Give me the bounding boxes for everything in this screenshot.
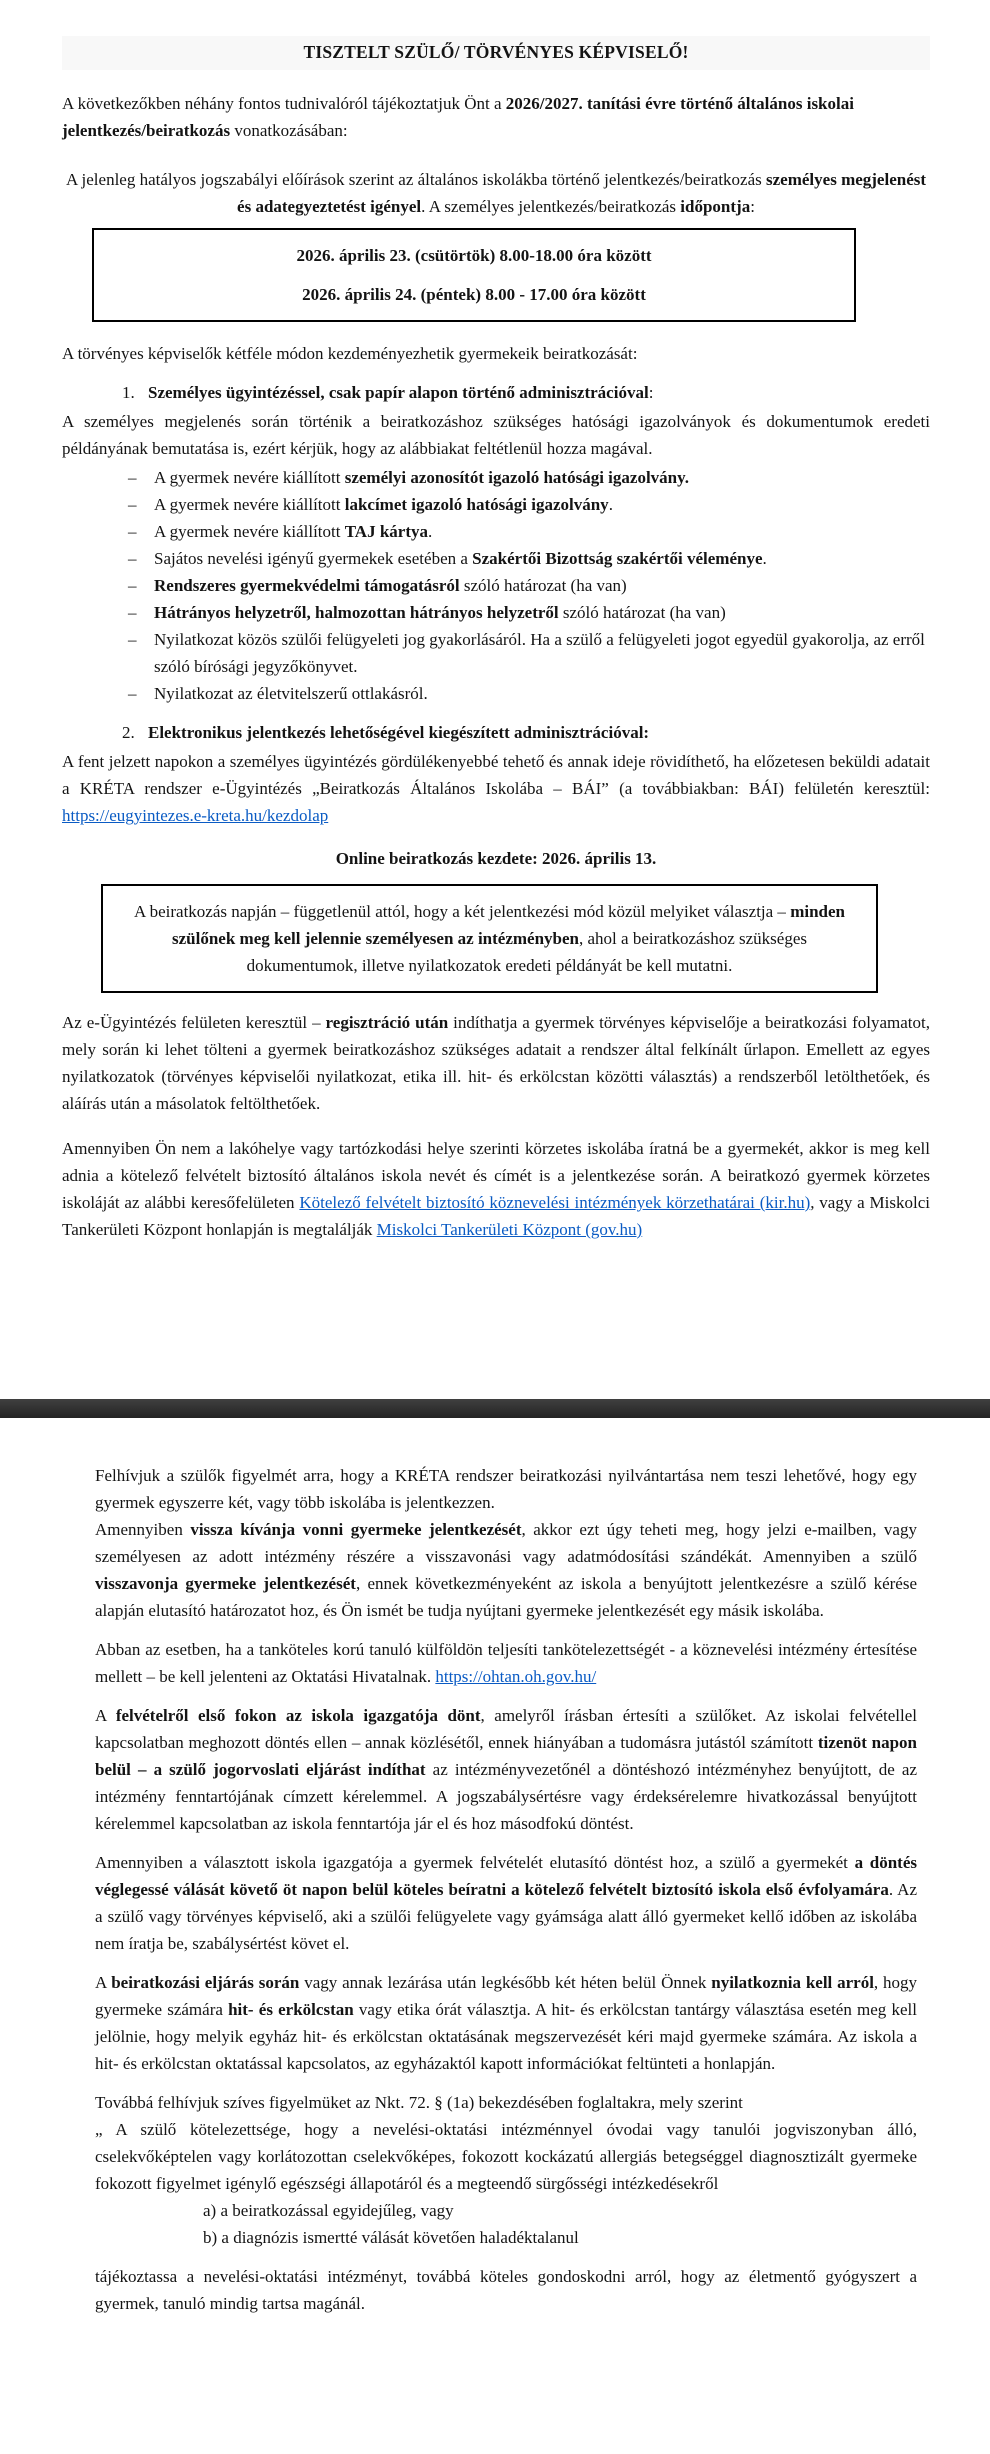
list-item-text — [154, 576, 627, 595]
page-separator — [0, 1399, 990, 1418]
dash-marker: – — [128, 630, 137, 649]
schedule-date-2 — [110, 281, 838, 308]
text-run: Amennyiben a választott iskola igazgatója a gyermek felvételét elutasító döntést hoz, a szülő a gyermekét — [95, 1853, 855, 1872]
list-item-text — [154, 468, 689, 487]
text-run: tájékoztassa a nevelési-oktatási intézményt, továbbá köteles gondoskodni arról, hogy az életmentő gyógyszert a gyermek, tanuló mindig tartsa magánál. — [95, 2267, 917, 2313]
hyperlink[interactable]: Kötelező felvételt biztosító köznevelési intézmények körzethatárai (kir.hu) — [299, 1193, 811, 1212]
text-run: személyes megjelenést és adategyeztetést igényel — [237, 170, 927, 216]
text-run: : — [750, 197, 755, 216]
text-run: , vagy a Miskolci Tankerületi Központ honlapján is megtalálják — [62, 1193, 930, 1239]
dash-marker: – — [128, 495, 137, 514]
text-run: 2026. április 23. (csütörtök) 8.00-18.00 óra között — [296, 246, 652, 265]
paragraph-eugyintezes — [62, 1009, 930, 1117]
text-run: A következőkben néhány fontos tudnivalóról tájékoztatjuk Önt a — [62, 94, 506, 113]
list-number: 1. — [122, 383, 135, 402]
list-item-text — [154, 630, 925, 676]
list-item — [62, 464, 930, 491]
text-run: A gyermek nevére kiállított — [154, 468, 345, 487]
paragraph-withdraw — [95, 1516, 917, 1624]
text-run: . A személyes jelentkezés/beiratkozás — [421, 197, 681, 216]
hyperlink[interactable]: Miskolci Tankerületi Központ (gov.hu) — [376, 1220, 643, 1239]
schedule-box — [92, 228, 856, 322]
text-run: az intézményvezetőnél a döntéshozó intézményhez benyújtott, de az intézmény fenntartójának címzett kérelemmel. A jogszabálysértésre vagy érdeksérelemre hivatkozással benyújtott kérelemmel kapcsolatban az iskola fenntartója jár el és hoz másodfokú döntést. — [95, 1760, 917, 1833]
text-run: . — [608, 495, 613, 514]
dash-marker: – — [128, 603, 137, 622]
list-item-text — [154, 522, 432, 541]
text-run: 2026. április 24. (péntek) 8.00 - 17.00 óra között — [302, 285, 646, 304]
text-run: lakcímet igazoló hatósági igazolvány — [344, 495, 609, 514]
attendance-box — [101, 884, 878, 993]
text-run: A jelenleg hatályos jogszabályi előírások szerint az általános iskolákba történő jelentkezés/beiratkozás — [65, 170, 767, 189]
paragraph-nkt-quote — [95, 2116, 917, 2197]
text-run: Sajátos nevelési igényű gyermekek esetében a — [154, 549, 473, 568]
text-run: A fent jelzett napokon a személyes ügyintézés gördülékenyebbé tehető és annak ideje rövidíthető, ha előzetesen beküldi adatait a KRÉTA rendszer e-Ügyintézés „Beiratkozás Általános Iskolába – BÁI” (a továbbiakban: BÁI) felületén keresztül: — [62, 752, 930, 798]
text-run: szóló határozat (ha van) — [558, 603, 726, 622]
paragraph-kreta-limit — [95, 1462, 917, 1516]
list-item — [62, 491, 930, 518]
text-run: b) a diagnózis ismertté válását követően haladéktalanul — [203, 2228, 579, 2247]
list-item-2-title — [148, 723, 649, 742]
dash-marker: – — [128, 468, 137, 487]
list-item-text — [154, 495, 613, 514]
text-run: Amennyiben — [95, 1520, 191, 1539]
list-item — [62, 626, 930, 680]
dash-marker: – — [128, 684, 137, 703]
text-run: Az e-Ügyintézés felületen keresztül – — [62, 1013, 326, 1032]
text-run: , ennek következményeként az iskola a benyújtott jelentkezésre a szülő kérése alapján elutasító határozatot hoz, és Ön ismét be tudja nyújtani gyermeke jelentkezését egy másik iskolába. — [95, 1574, 918, 1620]
list-item — [62, 680, 930, 707]
text-run: A személyes megjelenés során történik a beiratkozáshoz szükséges hatósági igazolványok és dokumentumok eredeti példányának bemutatása is, ezért kérjük, hogy az alábbiakat feltétlenül hozza magával. — [62, 412, 930, 458]
text-run: a döntés véglegessé válását követő öt napon belül köteles beíratni a kötelező felvételt biztosító iskola első évfolyamára — [95, 1853, 917, 1899]
paragraph-nkt-intro — [95, 2089, 917, 2116]
text-run: időpontja — [680, 197, 751, 216]
text-run: vagy annak lezárása után legkésőbb két héten belül Önnek — [299, 1973, 712, 1992]
text-run: : — [648, 383, 654, 402]
text-run: Amennyiben Ön nem a lakóhelye vagy tartózkodási helye szerinti körzetes iskolába íratná be a gyermekét, akkor is meg kell adnia a kötelező felvételt biztosító általános iskola nevét és címét is a jelentkezése során. A beiratkozó gyermek körzetes iskoláját az alábbi keresőfelületen — [62, 1139, 930, 1212]
paragraph-item2-intro — [62, 748, 930, 829]
paragraph-legal-note — [62, 166, 930, 220]
text-run: nyilatkoznia kell arról — [711, 1973, 874, 1992]
text-run: „ A szülő kötelezettsége, hogy a nevelési-oktatási intézménnyel óvodai vagy tanulói jogviszonyban álló, cselekvőképtelen vagy korlátozottan cselekvőképes, fokozott kockázatú allergiás betegséggel diagnosztizált gyermeke fokozott figyelmet igénylő egészségi állapotáról és a megteendő sürgősségi intézkedésekről — [95, 2120, 917, 2193]
text-run: szóló határozat (ha van) — [459, 576, 627, 595]
online-start-line — [62, 845, 930, 872]
list-item-1-heading — [62, 379, 930, 406]
schedule-date-1 — [110, 242, 838, 269]
text-run: A — [95, 1706, 116, 1725]
text-run: Felhívjuk a szülők figyelmét arra, hogy a KRÉTA rendszer beiratkozási nyilvántartása nem teszi lehetővé, hogy egy gyermek egyszerre két, vagy több iskolába is jelentkezzen. — [95, 1466, 917, 1512]
text-run: Hátrányos helyzetről, halmozottan hátrányos helyzetről — [154, 603, 559, 622]
list-item-1-title — [148, 383, 653, 402]
text-run: Továbbá felhívjuk szíves figyelmüket az Nkt. 72. § (1a) bekezdésében foglaltakra, mely szerint — [95, 2093, 743, 2112]
text-run: 2026/2027. tanítási évre történő általános iskolai jelentkezés/beiratkozás — [62, 94, 854, 140]
text-run: Elektronikus jelentkezés lehetőségével kiegészített adminisztrációval: — [148, 723, 650, 742]
text-run: , akkor ezt úgy teheti meg, hogy jelzi e-mailben, vagy személyesen az adott intézmény részére a visszavonási vagy adatmódosítási szándékát. Amennyiben a szülő — [95, 1520, 917, 1566]
list-item-text — [154, 549, 767, 568]
text-run: A gyermek nevére kiállított — [154, 495, 345, 514]
page-title: TISZTELT SZÜLŐ/ TÖRVÉNYES KÉPVISELŐ! — [62, 36, 930, 70]
hyperlink[interactable]: https://ohtan.oh.gov.hu/ — [435, 1667, 597, 1686]
letter-item-a — [95, 2197, 917, 2224]
list-item-text — [154, 684, 428, 703]
required-documents-list — [62, 464, 930, 707]
text-run: beiratkozási eljárás során — [111, 1973, 300, 1992]
letter-item-b — [95, 2224, 917, 2251]
paragraph-intro — [62, 90, 930, 144]
paragraph-ethics — [95, 1969, 917, 2077]
list-item — [62, 545, 930, 572]
text-run: vissza kívánja vonni gyermeke jelentkezését — [190, 1520, 522, 1539]
text-run: felvételről első fokon az iskola igazgatója dönt — [115, 1706, 481, 1725]
list-item — [62, 572, 930, 599]
paragraph-closing — [95, 2263, 917, 2317]
text-run: A beiratkozás napján – függetlenül attól, hogy a két jelentkezési mód közül melyiket választja – — [134, 902, 791, 921]
text-run: visszavonja gyermeke jelentkezését — [95, 1574, 356, 1593]
list-item-2-heading — [62, 719, 930, 746]
text-run: regisztráció után — [325, 1013, 449, 1032]
list-item — [62, 599, 930, 626]
text-run: hit- és erkölcstan — [228, 2000, 354, 2019]
dash-marker: – — [128, 576, 137, 595]
paragraph-abroad — [95, 1636, 917, 1690]
list-number: 2. — [122, 723, 135, 742]
dash-marker: – — [128, 549, 137, 568]
text-run: személyi azonosítót igazoló hatósági igazolvány. — [344, 468, 689, 487]
list-item-text — [154, 603, 726, 622]
text-run: . — [427, 522, 433, 541]
hyperlink[interactable]: https://eugyintezes.e-kreta.hu/kezdolap — [62, 806, 329, 825]
paragraph-rejection — [95, 1849, 917, 1957]
document-page-2 — [0, 1418, 990, 2454]
text-run: Online beiratkozás kezdete: 2026. április 13. — [335, 849, 657, 868]
text-run: . Az a szülő vagy törvényes képviselő, aki a szülői felügyelete vagy gyámsága alatt álló gyermeket kellő időben az iskolába nem íratja be, szabálysértést követ el. — [95, 1880, 917, 1953]
text-run: Nyilatkozat az életvitelszerű ottlakásról. — [154, 684, 428, 703]
paragraph-item1-intro — [62, 408, 930, 462]
text-run: . — [762, 549, 767, 568]
text-run: indíthatja a gyermek törvényes képviselője a beiratkozási folyamatot, mely során ki lehet tölteni a gyermek beiratkozáshoz szükséges adatait a rendszer által felkínált űrlapon. Emellett az egyes nyilatkozatok (törvényes képviselői nyilatkozat, etika ill. hit- és erkölcstan közötti választás) a rendszerből letölthetőek, és aláírás után a másolatok feltölthetőek. — [62, 1013, 930, 1113]
text-run: Abban az esetben, ha a tanköteles korú tanuló külföldön teljesíti tankötelezettségét - a köznevelési intézmény értesítése mellett – be kell jelenteni az Oktatási Hivatalnak. — [95, 1640, 917, 1686]
text-run: Személyes ügyintézéssel, csak papír alapon történő adminisztrációval — [148, 383, 649, 402]
text-run: tizenöt napon belül – a szülő jogorvoslati eljárást indíthat — [95, 1733, 917, 1779]
text-run: a) a beiratkozással egyidejűleg, vagy — [203, 2201, 454, 2220]
paragraph-decision — [95, 1702, 917, 1837]
text-run: A gyermek nevére kiállított — [154, 522, 345, 541]
dash-marker: – — [128, 522, 137, 541]
paragraph-district — [62, 1135, 930, 1243]
text-run: Szakértői Bizottság szakértői véleménye — [472, 549, 763, 568]
list-item — [62, 518, 930, 545]
text-run: vonatkozásában: — [230, 121, 348, 140]
text-run: A törvényes képviselők kétféle módon kezdeményezhetik gyermekeik beiratkozását: — [62, 344, 638, 363]
text-run: minden szülőnek meg kell jelennie személyesen az intézményben — [172, 902, 845, 948]
text-run: Nyilatkozat közös szülői felügyeleti jog gyakorlásáról. Ha a szülő a felügyeleti jogot egyedül gyakorolja, az erről szóló bírósági jegyzőkönyvet. — [154, 630, 925, 676]
text-run: , hogy gyermeke számára — [95, 1973, 918, 2019]
paragraph-two-ways — [62, 340, 930, 367]
text-run: , ahol a beiratkozáshoz szükséges dokumentumok, illetve nyilatkozatok eredeti példányát be kell mutatni. — [246, 929, 807, 975]
text-run: , amelyről írásban értesíti a szülőket. Az iskolai felvétellel kapcsolatban meghozott döntés ellen – annak közlésétől, ennek hiányában a tudomásra jutástól számított — [95, 1706, 917, 1752]
text-run: TAJ kártya — [344, 522, 428, 541]
text-run: A — [95, 1973, 112, 1992]
text-run: vagy etika órát választja. A hit- és erkölcstan tantárgy választása esetén meg kell jelölnie, hogy melyik egyház hit- és erkölcstan oktatásának megszervezését kéri majd gyermeke számára. Az iskola a hit- és erkölcstan oktatással kapcsolatos, az egyházaktól kapott információkat feltünteti a honlapján. — [95, 2000, 917, 2073]
text-run: Rendszeres gyermekvédelmi támogatásról — [154, 576, 460, 595]
